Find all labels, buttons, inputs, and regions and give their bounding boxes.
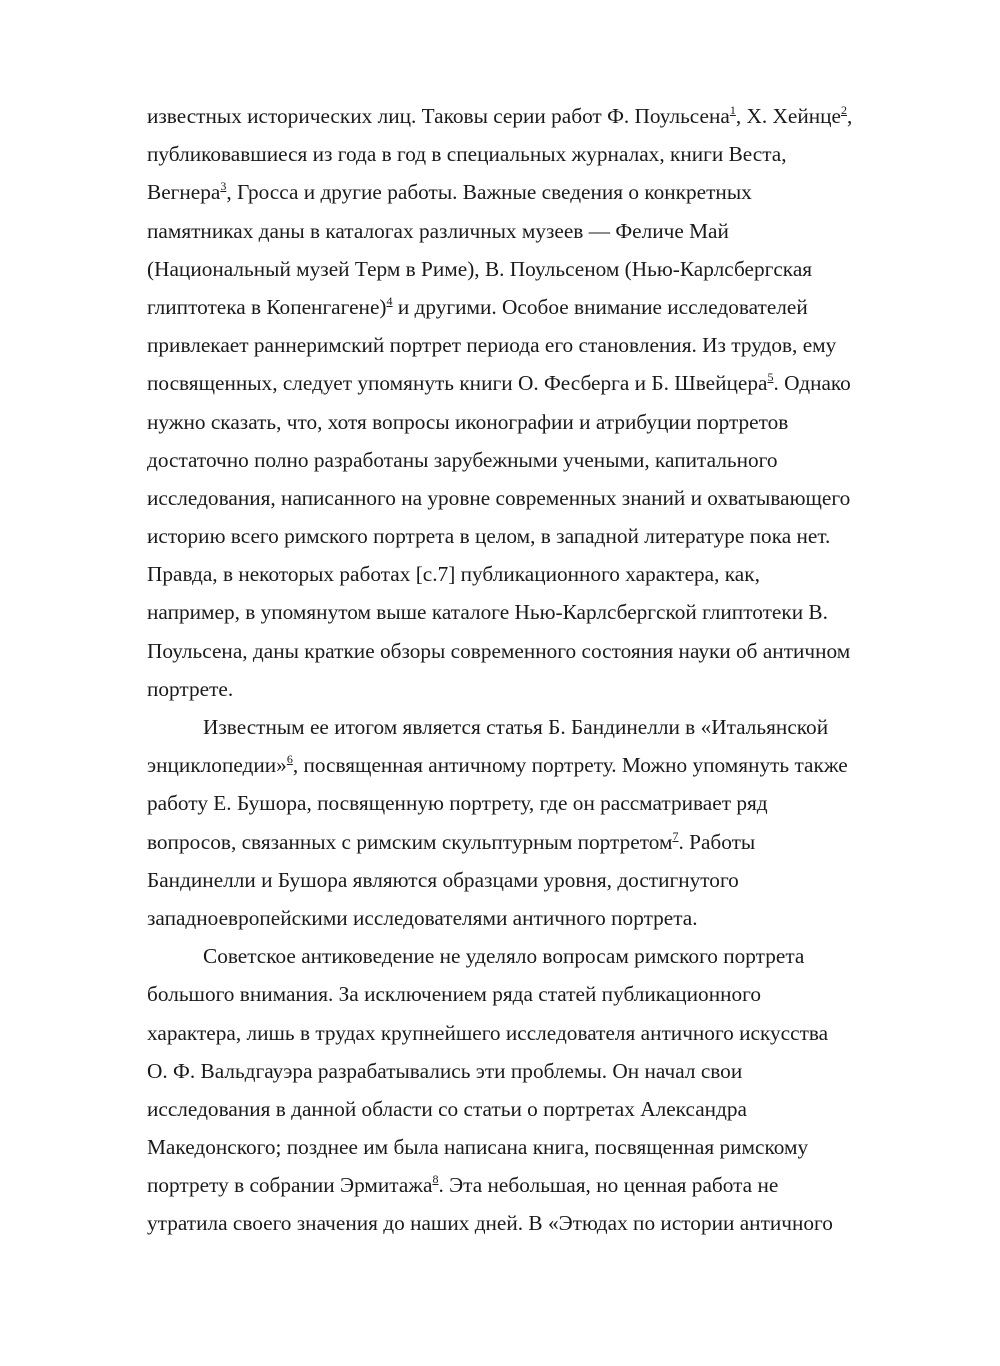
text-line (147, 1204, 892, 1242)
footnote-ref[interactable]: 8 (432, 1172, 439, 1187)
text-line (147, 1052, 892, 1090)
text-line (147, 1014, 892, 1052)
text-line (147, 441, 892, 479)
text-segment: нужно сказать, что, хотя вопросы иконографии и атрибуции портретов (147, 409, 789, 434)
text-segment: Бандинелли и Бушора являются образцами уровня, достигнутого (147, 867, 739, 892)
text-line (147, 937, 892, 975)
footnote-ref[interactable]: 6 (286, 752, 293, 767)
text-segment: исследования, написанного на уровне современных знаний и охватывающего (147, 485, 851, 510)
text-line (147, 517, 892, 555)
text-segment: западноевропейскими исследователями античного портрета. (147, 905, 698, 930)
text-segment: энциклопедии» (147, 753, 287, 778)
text-segment: историю всего римского портрета в целом, в западной литературе пока нет. (147, 524, 831, 549)
text-segment: портрете. (147, 676, 234, 701)
text-line (147, 364, 892, 402)
footnote-ref[interactable]: 7 (672, 828, 679, 843)
footnote-ref[interactable]: 2 (840, 103, 847, 117)
text-line (147, 784, 892, 822)
text-line (147, 975, 892, 1013)
text-line (147, 1128, 892, 1166)
text-segment: Поульсена, даны краткие обзоры современного состояния науки об античном (147, 638, 851, 663)
text-line (147, 250, 892, 288)
text-segment: , Гросса и другие работы. Важные сведения о конкретных (226, 180, 752, 205)
text-line (147, 708, 892, 746)
text-segment: О. Ф. Вальдгауэра разрабатывались эти проблемы. Он начал свои (147, 1058, 743, 1083)
text-segment: и другими. Особое внимание исследователей (392, 294, 808, 319)
footnote-ref[interactable]: 5 (767, 370, 774, 385)
text-segment: Правда, в некоторых работах [с.7] публикационного характера, как, (147, 562, 760, 587)
text-segment: , Х. Хейнце (735, 104, 841, 128)
text-line (147, 1166, 892, 1204)
text-segment: . Эта небольшая, но ценная работа не (438, 1173, 779, 1198)
text-segment: например, в упомянутом выше каталоге Нью-Карлсбергской глиптотеки В. (147, 600, 828, 625)
text-segment: . Работы (678, 829, 756, 854)
text-line (147, 1090, 892, 1128)
text-segment: вопросов, связанных с римским скульптурным портретом (147, 829, 673, 854)
paragraph (147, 708, 892, 937)
text-segment: (Национальный музей Терм в Риме), В. Поульсеном (Нью-Карлсбергская (147, 256, 813, 281)
text-line (147, 326, 892, 364)
text-segment: , посвященная античному портрету. Можно упомянуть также (292, 753, 848, 778)
body-text (147, 97, 892, 1243)
paragraph (147, 937, 892, 1243)
text-line (147, 97, 892, 135)
text-segment: портрету в собрании Эрмитажа (147, 1173, 433, 1198)
text-segment: Известным ее итогом является статья Б. Бандинелли в «Итальянской (203, 715, 829, 739)
text-line (147, 212, 892, 250)
text-segment: достаточно полно разработаны зарубежными учеными, капитального (147, 447, 778, 472)
paragraph (147, 97, 892, 708)
text-line (147, 746, 892, 784)
text-line (147, 135, 892, 173)
text-segment: памятниках даны в каталогах различных музеев — Феличе Май (147, 218, 729, 243)
footnote-ref[interactable]: 3 (220, 179, 227, 194)
text-line (147, 173, 892, 211)
text-line (147, 632, 892, 670)
text-segment: работу Е. Бушора, посвященную портрету, где он рассматривает ряд (147, 791, 768, 816)
text-segment: исследования в данной области со статьи о портретах Александра (147, 1096, 747, 1121)
text-line (147, 899, 892, 937)
text-segment: посвященных, следует упомянуть книги О. Фесберга и Б. Швейцера (147, 371, 768, 396)
text-segment: большого внимания. За исключением ряда статей публикационного (147, 982, 761, 1007)
footnote-ref[interactable]: 4 (386, 293, 393, 308)
text-segment: Македонского; позднее им была написана книга, посвященная римскому (147, 1135, 809, 1160)
text-line (147, 288, 892, 326)
text-segment: характера, лишь в трудах крупнейшего исследователя античного искусства (147, 1020, 829, 1045)
text-line (147, 823, 892, 861)
text-segment: , (846, 104, 853, 128)
text-segment: Советское антиковедение не уделяло вопросам римского портрета (203, 944, 805, 969)
text-segment: привлекает раннеримский портрет периода его становления. Из трудов, ему (147, 333, 837, 358)
text-segment: . Однако (773, 371, 851, 396)
text-segment: утратила своего значения до наших дней. В «Этюдах по истории античного (147, 1211, 833, 1236)
text-line (147, 403, 892, 441)
text-line (147, 670, 892, 708)
text-line (147, 593, 892, 631)
text-line (147, 479, 892, 517)
text-segment: Вегнера (147, 180, 221, 205)
text-segment: известных исторических лиц. Таковы серии работ Ф. Поульсена (147, 104, 730, 128)
text-line (147, 555, 892, 593)
text-segment: публиковавшиеся из года в год в специальных журналах, книги Веста, (147, 142, 787, 167)
footnote-ref[interactable]: 1 (729, 103, 736, 117)
text-line (147, 861, 892, 899)
text-segment: глиптотека в Копенгагене) (147, 294, 387, 319)
